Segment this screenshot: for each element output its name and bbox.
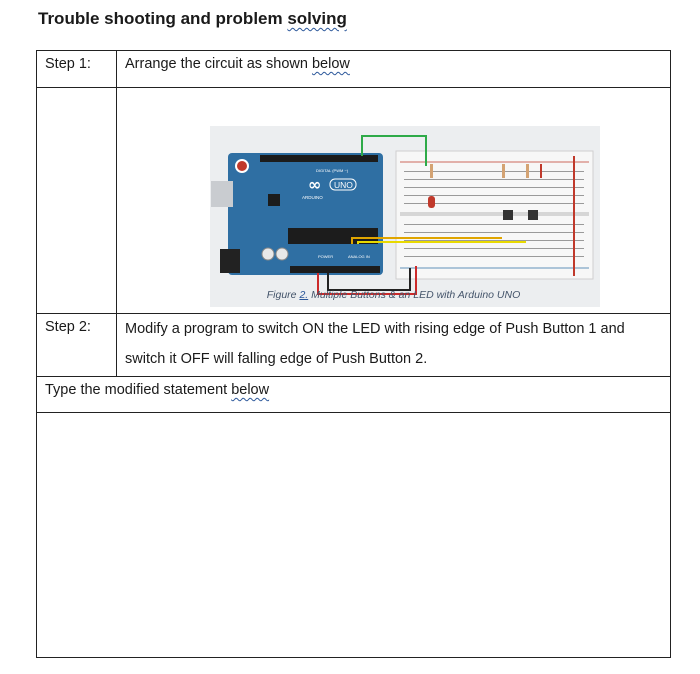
usb-port [211,181,233,207]
figure-caption [117,289,670,301]
procedure-table [36,50,671,658]
push-button-2 [528,210,538,220]
step1-spellcheck-word: below [311,56,350,72]
step1-row [37,51,671,88]
resistor-button-1 [502,164,505,178]
resistor-led [430,164,433,178]
board-analog-label: ANALOG IN [348,254,370,259]
caption-prefix: Figure [266,289,300,301]
step2-line-1: Modify a program to switch ON the LED with rising edge of Push Button 1 and [125,321,625,337]
board-model: UNO [334,180,353,190]
figure-label-cell [37,88,117,314]
reset-button [236,160,248,172]
caption-number: 2. [299,289,309,301]
digital-header [260,155,378,162]
caption-text: Multiple Buttons & an LED with Arduino UNO [308,289,521,301]
answer-area[interactable] [37,413,671,658]
prompt-instruction: Type the modified statement [45,382,232,398]
prompt-row [37,377,671,413]
board-power-label: POWER [318,254,334,259]
step2-label: Step 2: [37,314,117,377]
power-jack [220,249,240,273]
board-brand: ARDUINO [302,195,323,200]
push-button-1 [503,210,513,220]
board-digital-label: DIGITAL (PWM ~) [316,168,349,173]
infinity-logo: ∞ [308,175,322,194]
document-heading [38,9,347,29]
figure-cell [117,88,671,314]
circuit-diagram [210,126,600,307]
step1-text [117,51,671,88]
circuit-image [210,126,600,307]
figure-row [37,88,671,314]
heading-spellcheck-word: solving [287,9,347,28]
step1-label: Step 1: [37,51,117,88]
answer-row [37,413,671,658]
step2-text [117,314,671,377]
analog-header [290,266,380,273]
prompt-spellcheck-word: below [231,382,270,398]
prompt-text [37,377,671,413]
step2-line-2: switch it OFF will falling edge of Push Button 2. [125,351,428,367]
step2-row [37,314,671,377]
heading-text: Trouble shooting and problem [38,9,288,28]
resistor-button-2 [526,164,529,178]
step1-instruction: Arrange the circuit as shown [125,56,312,72]
led [428,196,435,208]
